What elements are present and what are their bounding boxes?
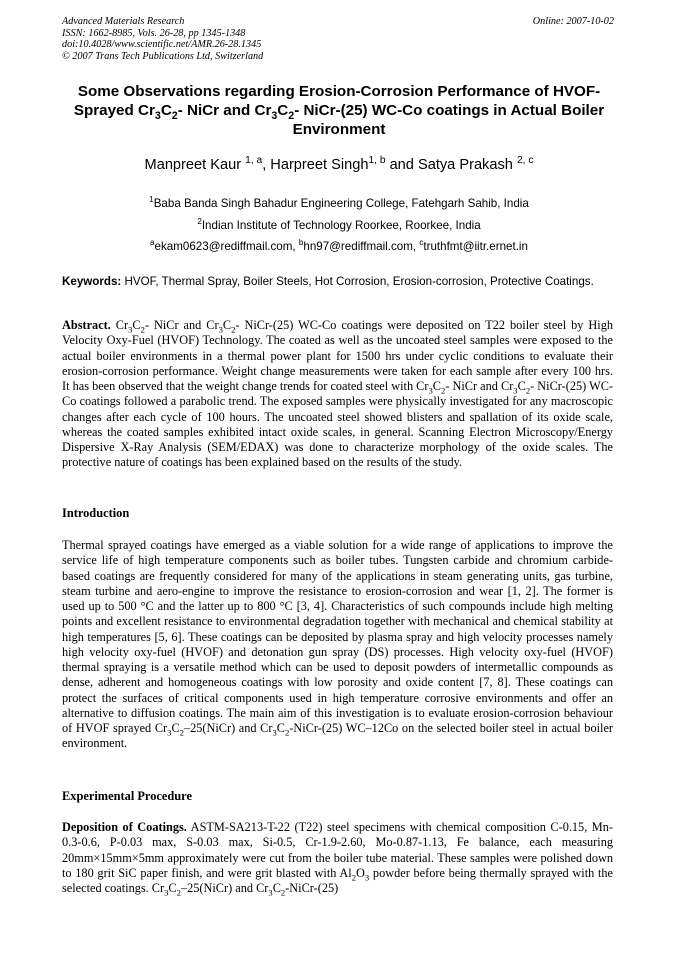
email-link-a[interactable]: ekam0623@rediffmail.com, <box>154 240 299 253</box>
email-link-c[interactable]: truthfmt@iitr.ernet.in <box>423 240 528 253</box>
author-emails: $^a$ekam0623@rediffmail.com, $^b$hn97@rediffmail.com, $^c$truthfmt@iitr.ernet.in <box>150 238 528 253</box>
abstract-paragraph: Abstract. $Cr_3C_2-$ NiCr and $Cr_3C_2-$ NiCr-(25) WC-Co coatings were deposited on T22 boiler steel by High Velocity Oxy-Fuel (HVOF) Technology. The coated as well as the uncoated steel samples were exposed to the actual boiler environments in a thermal power plant for 1500 hrs under cyclic conditions to evaluate their erosion-corrosion performance. Weight change measurements were taken for each sample after every 100 hrs. It has been observed that the weight change trends for coated steel with $Cr_3C_2-$ NiCr and $Cr_3C_2-$ NiCr-(25) WC-Co coatings followed a parabolic trend. The exposed samples were physically investigated for any macroscopic changes after each cycle of 100 hours. The uncoated steel showed blisters and spallation of its oxide scale, whereas the coated samples exhibited intact oxide scales, in general. Scanning Electron Microscopy/Energy Dispersive X-Ray Analysis (SEM/EDAX) was done to characterize morphology of the oxide scales. The protective nature of coatings has been explained based on the results of the study. <box>62 318 613 470</box>
affiliation-2: $^2$Indian Institute of Technology Roorkee, Roorkee, India <box>197 217 481 232</box>
author-singh: , Harpreet Singh <box>262 157 369 173</box>
online-date: Online: 2007-10-02 <box>532 16 614 27</box>
paper-title: Some Observations regarding Erosion-Corrosion Performance of HVOF-Sprayed $Cr_3C_2-$ NiCr and $Cr_3C_2-$ NiCr-(25) WC-Co coatings in Actual Boiler Environment <box>73 83 605 138</box>
deposition-label: Deposition of Coatings. <box>62 820 187 834</box>
email-link-b[interactable]: hn97@rediffmail.com, <box>303 240 420 253</box>
author-list: Manpreet Kaur $^{1, a}$, Harpreet Singh$^{1, b}$ and Satya Prakash $^{2, c}$ <box>144 155 534 173</box>
experimental-heading: Experimental Procedure <box>62 789 192 803</box>
affiliation-1: $^1$Baba Banda Singh Bahadur Engineering College, Fatehgarh Sahib, India <box>149 195 529 210</box>
copyright-line: © 2007 Trans Tech Publications Ltd, Switzerland <box>62 50 264 62</box>
author-prakash: and Satya Prakash <box>385 157 517 173</box>
issn-line: ISSN: 1662-8985, Vols. 26-28, pp 1345-1348 <box>62 27 246 39</box>
journal-header <box>62 16 263 62</box>
doi-line: doi:10.4028/www.scientific.net/AMR.26-28.1345 <box>62 39 262 51</box>
keywords-label: Keywords: <box>62 275 122 288</box>
abstract-label: Abstract. <box>62 318 111 332</box>
author-kaur: Manpreet Kaur <box>144 157 246 173</box>
journal-name: Advanced Materials Research <box>62 16 185 27</box>
experimental-paragraph: Deposition of Coatings. ASTM-SA213-T-22 (T22) steel specimens with chemical composition C-0.15, Mn-0.3-0.6, P-0.03 max, S-0.03 max, Si-0.5, Cr-1.9-2.60, Mo-0.87-1.13, Fe balance, each measuring 20mm×15mm×5mm approximately were cut from the boiler tube material. These samples were polished down to 180 grit SiC paper finish, and were grit blasted with $Al_2O_3$ powder before being thermally sprayed with the selected coatings. $Cr_3C_2-25(NiCr)$ and $Cr_3C_2-NiCr-(25)$ <box>62 820 613 898</box>
keywords: Keywords: HVOF, Thermal Spray, Boiler Steels, Hot Corrosion, Erosion-corrosion, Protective Coatings. <box>62 275 594 288</box>
introduction-heading: Introduction <box>62 506 130 520</box>
introduction-paragraph: Thermal sprayed coatings have emerged as a viable solution for a wide range of applications to improve the service life of high temperature components such as boiler tubes. Tungsten carbide and chromium carbide-based coatings are frequently considered for many of the applications in steam generating units, gas turbine, steam turbine and aero-engine to improve the resistance to erosion-corrosion and wear [1, 2]. The former is used up to 500 °C and the latter up to 800 °C [3, 4]. Characteristics of such compounds include high melting points and excellent resistance to environmental degradation together with mechanical and chemical stability at high temperatures [5, 6]. These coatings can be deposited by plasma spray and high velocity processes namely high velocity oxy-fuel (HVOF) and detonation gun spray (DS) processes. High velocity oxy-fuel (HVOF) thermal spraying is a versatile method which can be used to deposit powders of intermetallic compounds as dense, adherent and homogeneous coatings with low porosity and oxide content [7, 8]. These coatings can protect the surfaces of critical components used in high temperature corrosive environments and offer an alternative to diffusion coatings. The main aim of this investigation is to evaluate erosion-corrosion behaviour of HVOF sprayed $Cr_3C_2-25(NiCr)$ and $Cr_3C_2-NiCr-(25)$ WC–12Co on the selected boiler steel in actual boiler environment. <box>62 538 613 751</box>
